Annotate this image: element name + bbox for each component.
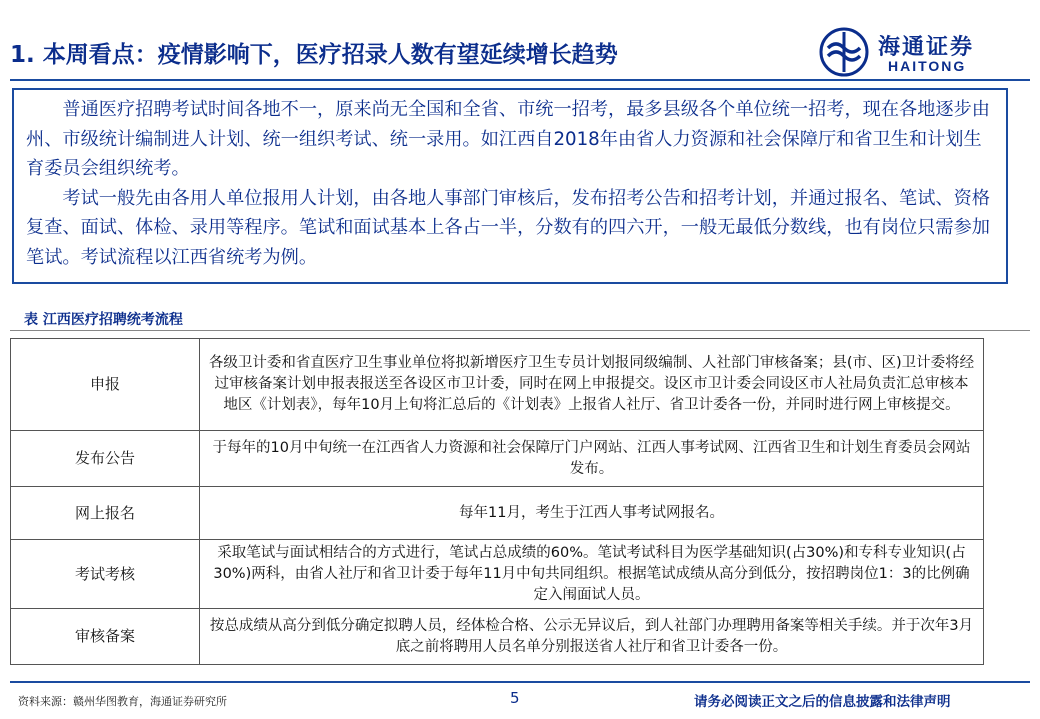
haitong-logo: [818, 26, 1018, 78]
page-number: 5: [510, 689, 520, 707]
table-row: [11, 540, 984, 609]
header-divider: [10, 79, 1030, 81]
description-cell: 按总成绩从高分到低分确定拟聘人员，经体检合格、公示无异议后，到人社部门办理聘用备案等相关手续。并于次年3月底之前将聘用人员名单分别报送省人社厅和省卫计委各一份。: [200, 609, 984, 665]
legal-disclaimer: 请务必阅读正文之后的信息披露和法律声明: [694, 694, 951, 710]
description-cell: 采取笔试与面试相结合的方式进行，笔试占总成绩的60%。笔试考试科目为医学基础知识(占30%)和专科专业知识(占30%)两科，由省人社厅和省卫计委于每年11月中旬共同组织。根据笔试成绩从高分到低分，按招聘岗位1：3的比例确定入闱面试人员。: [200, 540, 984, 609]
caption-divider: [10, 330, 1030, 331]
logo-english-name: HAITONG: [888, 58, 967, 74]
table-row: [11, 339, 984, 431]
description-cell: 每年11月，考生于江西人事考试网报名。: [200, 487, 984, 540]
stage-cell: 考试考核: [11, 540, 200, 609]
logo-chinese-name: 海通证券: [878, 34, 975, 60]
table-row: [11, 609, 984, 665]
intro-paragraph: 考试一般先由各用人单位报用人计划，由各地人事部门审核后，发布招考公告和招考计划，并通过报名、笔试、资格复查、面试、体检、录用等程序。笔试和面试基本上各占一半，分数有的四六开，一般无最低分数线，也有岗位只需参加笔试。考试流程以江西省统考为例。: [26, 187, 990, 268]
description-cell: 各级卫计委和省直医疗卫生事业单位将拟新增医疗卫生专员计划报同级编制、人社部门审核备案；县(市、区)卫计委将经过审核备案计划申报表报送至各设区市卫计委，同时在网上申报提交。设区市卫计委会同设区市人社局负责汇总审核本地区《计划表》，每年10月上旬将汇总后的《计划表》上报省人社厅、省卫计委各一份，并同时进行网上审核提交。: [200, 339, 984, 431]
intro-paragraph: 普通医疗招聘考试时间各地不一，原来尚无全国和全省、市统一招考，最多县级各个单位统一招考，现在各地逐步由州、市级统计编制进人计划、统一组织考试、统一录用。如江西自2018年由省人力资源和社会保障厅和省卫生和计划生育委员会组织统考。: [26, 99, 990, 179]
stage-cell: 审核备案: [11, 609, 200, 665]
footer-divider: [10, 681, 1030, 683]
page-title: 1. 本周看点：疫情影响下，医疗招录人数有望延续增长趋势: [10, 42, 618, 68]
table-row: [11, 431, 984, 487]
intro-text-box: [12, 88, 1008, 284]
stage-cell: 申报: [11, 339, 200, 431]
haitong-emblem-icon: [818, 26, 870, 78]
table-caption: 表 江西医疗招聘统考流程: [24, 312, 183, 328]
stage-cell: 网上报名: [11, 487, 200, 540]
description-cell: 于每年的10月中旬统一在江西省人力资源和社会保障厅门户网站、江西人事考试网、江西省卫生和计划生育委员会网站发布。: [200, 431, 984, 487]
recruitment-process-table: [10, 338, 984, 665]
stage-cell: 发布公告: [11, 431, 200, 487]
source-note: 资料来源：赣州华图教育，海通证券研究所: [18, 695, 227, 708]
table-row: [11, 487, 984, 540]
